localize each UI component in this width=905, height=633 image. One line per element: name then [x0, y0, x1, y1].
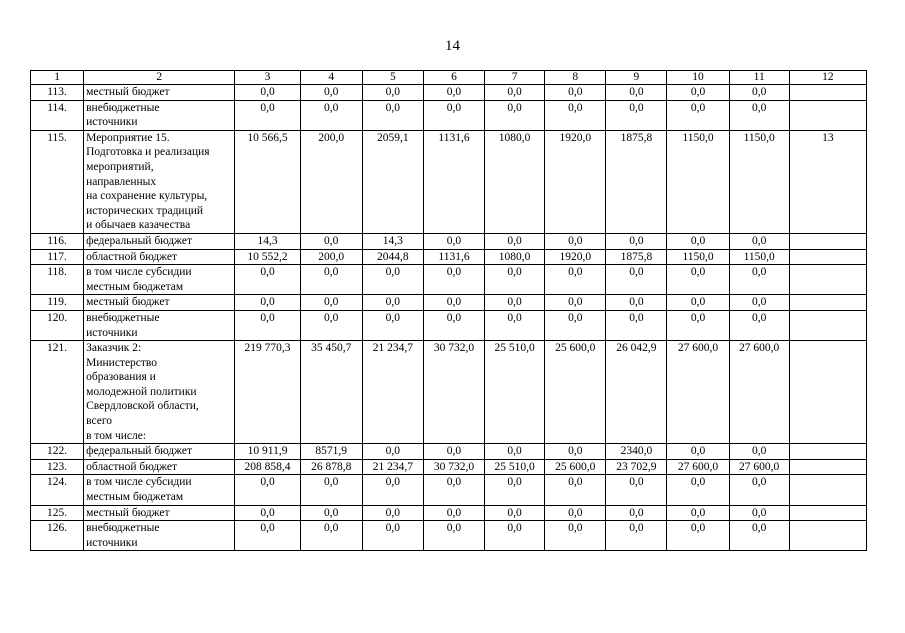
row-number: 120.	[31, 310, 84, 340]
table-body	[31, 85, 867, 551]
value-cell: 0,0	[545, 444, 606, 460]
column-header: 9	[606, 71, 667, 85]
value-cell: 0,0	[667, 85, 729, 101]
column-12-cell	[789, 341, 866, 444]
value-cell: 25 600,0	[545, 341, 606, 444]
value-cell: 10 911,9	[235, 444, 300, 460]
value-cell: 0,0	[300, 265, 362, 295]
value-cell: 0,0	[606, 310, 667, 340]
value-cell: 0,0	[485, 295, 545, 311]
row-label: местный бюджет	[84, 505, 235, 521]
value-cell: 0,0	[545, 100, 606, 130]
table-row	[31, 444, 867, 460]
value-cell: 2340,0	[606, 444, 667, 460]
value-cell: 0,0	[667, 310, 729, 340]
value-cell: 1875,8	[606, 130, 667, 233]
value-cell: 219 770,3	[235, 341, 300, 444]
value-cell: 0,0	[300, 100, 362, 130]
value-cell: 0,0	[545, 85, 606, 101]
value-cell: 0,0	[423, 505, 484, 521]
row-number: 116.	[31, 233, 84, 249]
value-cell: 0,0	[729, 295, 789, 311]
value-cell: 27 600,0	[729, 341, 789, 444]
value-cell: 1080,0	[485, 249, 545, 265]
value-cell: 0,0	[545, 233, 606, 249]
column-12-cell	[789, 85, 866, 101]
row-number: 119.	[31, 295, 84, 311]
table-row	[31, 233, 867, 249]
header-row	[31, 71, 867, 85]
column-12-cell	[789, 310, 866, 340]
value-cell: 0,0	[423, 310, 484, 340]
value-cell: 0,0	[362, 295, 423, 311]
value-cell: 0,0	[235, 521, 300, 551]
value-cell: 0,0	[235, 505, 300, 521]
column-header: 3	[235, 71, 300, 85]
value-cell: 0,0	[545, 475, 606, 505]
column-header: 2	[84, 71, 235, 85]
value-cell: 2059,1	[362, 130, 423, 233]
row-label: в том числе субсидии местным бюджетам	[84, 265, 235, 295]
table-row	[31, 475, 867, 505]
value-cell: 1150,0	[729, 249, 789, 265]
column-header: 4	[300, 71, 362, 85]
value-cell: 0,0	[729, 310, 789, 340]
value-cell: 208 858,4	[235, 459, 300, 475]
value-cell: 0,0	[235, 85, 300, 101]
value-cell: 0,0	[606, 505, 667, 521]
value-cell: 1875,8	[606, 249, 667, 265]
value-cell: 1150,0	[729, 130, 789, 233]
value-cell: 0,0	[667, 521, 729, 551]
value-cell: 27 600,0	[729, 459, 789, 475]
row-label: областной бюджет	[84, 249, 235, 265]
value-cell: 0,0	[729, 475, 789, 505]
row-number: 113.	[31, 85, 84, 101]
value-cell: 1131,6	[423, 130, 484, 233]
value-cell: 0,0	[423, 295, 484, 311]
row-label: внебюджетные источники	[84, 310, 235, 340]
value-cell: 0,0	[235, 295, 300, 311]
column-12-cell	[789, 295, 866, 311]
value-cell: 0,0	[606, 265, 667, 295]
column-header: 8	[545, 71, 606, 85]
value-cell: 0,0	[667, 505, 729, 521]
value-cell: 0,0	[485, 310, 545, 340]
value-cell: 0,0	[300, 85, 362, 101]
value-cell: 0,0	[729, 265, 789, 295]
value-cell: 0,0	[606, 521, 667, 551]
page-number: 14	[445, 38, 460, 54]
value-cell: 0,0	[667, 295, 729, 311]
value-cell: 0,0	[545, 265, 606, 295]
value-cell: 0,0	[300, 521, 362, 551]
value-cell: 0,0	[235, 265, 300, 295]
value-cell: 2044,8	[362, 249, 423, 265]
value-cell: 1920,0	[545, 130, 606, 233]
value-cell: 0,0	[667, 265, 729, 295]
value-cell: 0,0	[485, 233, 545, 249]
value-cell: 0,0	[362, 100, 423, 130]
value-cell: 0,0	[667, 444, 729, 460]
value-cell: 0,0	[729, 505, 789, 521]
column-12-cell: 13	[789, 130, 866, 233]
value-cell: 1150,0	[667, 130, 729, 233]
value-cell: 0,0	[729, 85, 789, 101]
row-number: 114.	[31, 100, 84, 130]
value-cell: 0,0	[235, 310, 300, 340]
value-cell: 0,0	[606, 100, 667, 130]
row-label: внебюджетные источники	[84, 100, 235, 130]
table-row	[31, 295, 867, 311]
column-header: 5	[362, 71, 423, 85]
column-12-cell	[789, 505, 866, 521]
row-label: федеральный бюджет	[84, 444, 235, 460]
value-cell: 30 732,0	[423, 341, 484, 444]
row-number: 118.	[31, 265, 84, 295]
value-cell: 0,0	[729, 521, 789, 551]
row-number: 115.	[31, 130, 84, 233]
value-cell: 21 234,7	[362, 459, 423, 475]
row-label: областной бюджет	[84, 459, 235, 475]
row-label: Мероприятие 15. Подготовка и реализация мероприятий, направленных на сохранение культуры, исторических традиций и обычаев казачества	[84, 130, 235, 233]
value-cell: 26 878,8	[300, 459, 362, 475]
row-number: 124.	[31, 475, 84, 505]
column-12-cell	[789, 249, 866, 265]
column-12-cell	[789, 265, 866, 295]
column-12-cell	[789, 521, 866, 551]
value-cell: 0,0	[362, 265, 423, 295]
value-cell: 25 510,0	[485, 341, 545, 444]
value-cell: 0,0	[300, 233, 362, 249]
value-cell: 0,0	[423, 444, 484, 460]
column-header: 7	[485, 71, 545, 85]
value-cell: 35 450,7	[300, 341, 362, 444]
column-12-cell	[789, 100, 866, 130]
table-row	[31, 265, 867, 295]
value-cell: 1080,0	[485, 130, 545, 233]
column-12-cell	[789, 233, 866, 249]
value-cell: 0,0	[667, 233, 729, 249]
value-cell: 0,0	[606, 85, 667, 101]
value-cell: 1920,0	[545, 249, 606, 265]
table-row	[31, 100, 867, 130]
row-number: 117.	[31, 249, 84, 265]
budget-table	[30, 70, 867, 551]
value-cell: 27 600,0	[667, 341, 729, 444]
table-row	[31, 130, 867, 233]
column-header: 1	[31, 71, 84, 85]
table-row	[31, 310, 867, 340]
value-cell: 0,0	[362, 475, 423, 505]
value-cell: 0,0	[423, 85, 484, 101]
value-cell: 0,0	[545, 521, 606, 551]
value-cell: 21 234,7	[362, 341, 423, 444]
value-cell: 0,0	[485, 521, 545, 551]
value-cell: 0,0	[362, 444, 423, 460]
value-cell: 0,0	[485, 444, 545, 460]
column-header: 11	[729, 71, 789, 85]
row-number: 121.	[31, 341, 84, 444]
value-cell: 0,0	[362, 505, 423, 521]
value-cell: 0,0	[362, 310, 423, 340]
value-cell: 0,0	[606, 295, 667, 311]
value-cell: 0,0	[235, 475, 300, 505]
value-cell: 0,0	[300, 475, 362, 505]
value-cell: 14,3	[235, 233, 300, 249]
value-cell: 0,0	[545, 505, 606, 521]
value-cell: 0,0	[545, 310, 606, 340]
row-label: местный бюджет	[84, 295, 235, 311]
value-cell: 30 732,0	[423, 459, 484, 475]
value-cell: 10 566,5	[235, 130, 300, 233]
value-cell: 0,0	[362, 85, 423, 101]
value-cell: 25 600,0	[545, 459, 606, 475]
row-label: в том числе субсидии местным бюджетам	[84, 475, 235, 505]
table-row	[31, 341, 867, 444]
value-cell: 0,0	[667, 475, 729, 505]
value-cell: 0,0	[300, 505, 362, 521]
column-header: 12	[789, 71, 866, 85]
table-row	[31, 505, 867, 521]
value-cell: 0,0	[423, 521, 484, 551]
value-cell: 0,0	[606, 475, 667, 505]
value-cell: 0,0	[729, 233, 789, 249]
row-label: внебюджетные источники	[84, 521, 235, 551]
column-12-cell	[789, 459, 866, 475]
value-cell: 0,0	[423, 100, 484, 130]
value-cell: 0,0	[729, 444, 789, 460]
column-header: 10	[667, 71, 729, 85]
row-number: 125.	[31, 505, 84, 521]
value-cell: 0,0	[485, 265, 545, 295]
value-cell: 23 702,9	[606, 459, 667, 475]
value-cell: 0,0	[485, 475, 545, 505]
value-cell: 0,0	[300, 310, 362, 340]
value-cell: 0,0	[485, 505, 545, 521]
row-label: федеральный бюджет	[84, 233, 235, 249]
value-cell: 0,0	[606, 233, 667, 249]
table-row	[31, 249, 867, 265]
value-cell: 0,0	[362, 521, 423, 551]
table-row	[31, 85, 867, 101]
value-cell: 0,0	[545, 295, 606, 311]
value-cell: 1131,6	[423, 249, 484, 265]
row-number: 123.	[31, 459, 84, 475]
value-cell: 0,0	[423, 475, 484, 505]
column-header: 6	[423, 71, 484, 85]
row-number: 126.	[31, 521, 84, 551]
value-cell: 0,0	[485, 85, 545, 101]
value-cell: 1150,0	[667, 249, 729, 265]
row-number: 122.	[31, 444, 84, 460]
value-cell: 14,3	[362, 233, 423, 249]
row-label: Заказчик 2: Министерство образования и молодежной политики Свердловской области, всего в том числе:	[84, 341, 235, 444]
value-cell: 0,0	[729, 100, 789, 130]
column-12-cell	[789, 475, 866, 505]
value-cell: 10 552,2	[235, 249, 300, 265]
value-cell: 0,0	[423, 233, 484, 249]
value-cell: 25 510,0	[485, 459, 545, 475]
value-cell: 0,0	[235, 100, 300, 130]
table-row	[31, 521, 867, 551]
value-cell: 26 042,9	[606, 341, 667, 444]
value-cell: 200,0	[300, 130, 362, 233]
value-cell: 0,0	[485, 100, 545, 130]
column-12-cell	[789, 444, 866, 460]
table-row	[31, 459, 867, 475]
value-cell: 0,0	[667, 100, 729, 130]
value-cell: 200,0	[300, 249, 362, 265]
value-cell: 8571,9	[300, 444, 362, 460]
row-label: местный бюджет	[84, 85, 235, 101]
value-cell: 0,0	[300, 295, 362, 311]
value-cell: 27 600,0	[667, 459, 729, 475]
value-cell: 0,0	[423, 265, 484, 295]
